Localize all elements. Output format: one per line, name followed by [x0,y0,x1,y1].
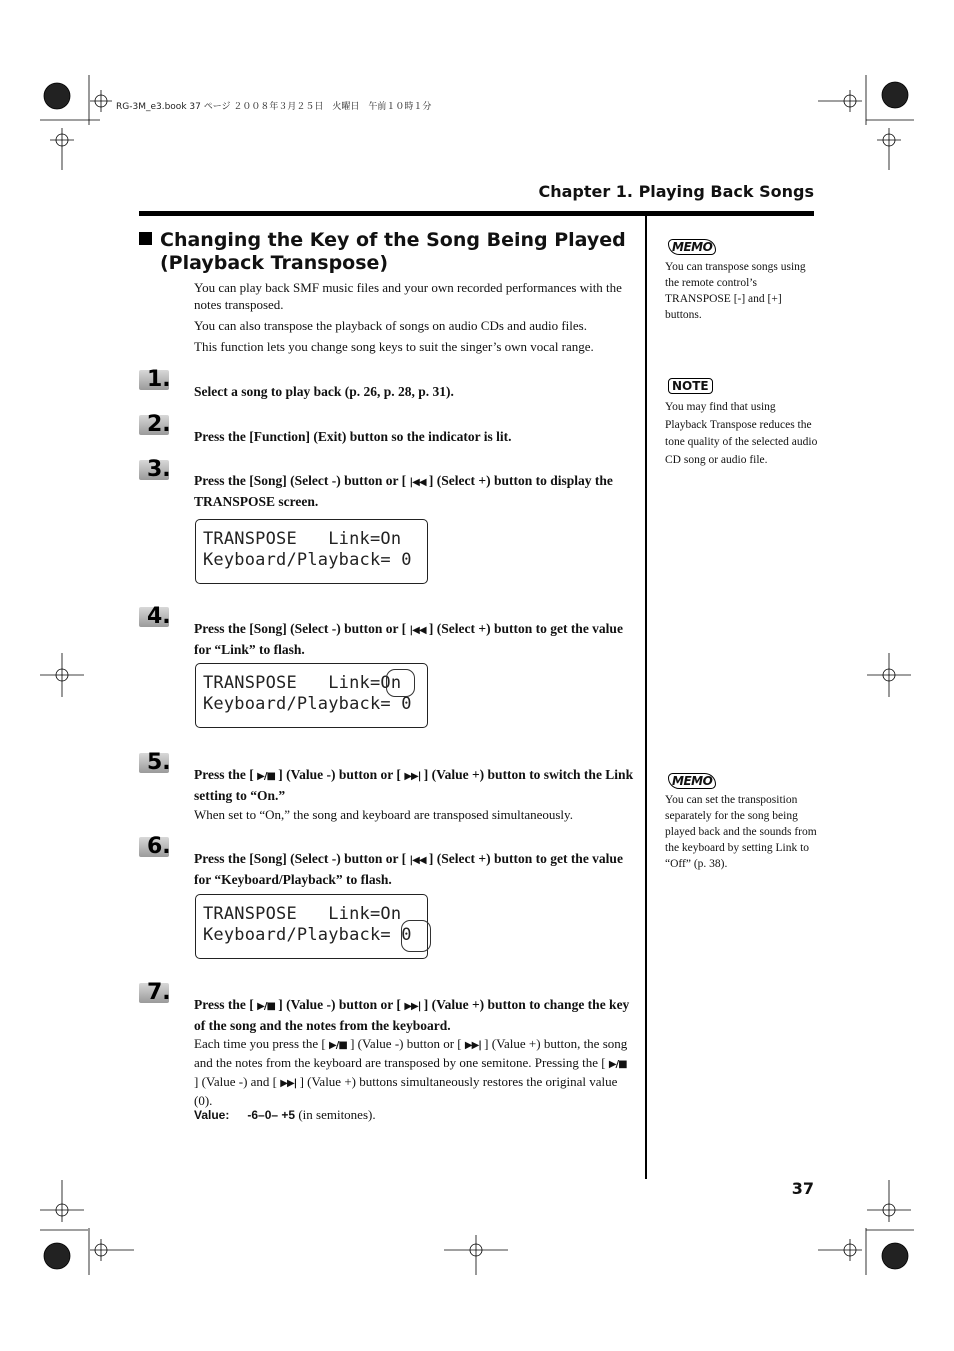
note-1-text: You may find that using Playback Transpose reduces the tone quality of the selected audio CD song or audio file. [665,401,818,466]
step-7-text: Press the [ ▶/■ ] (Value -) button or [ ▶▶| ] (Value +) button to change the key of the song and the notes from the keyboard. [194,997,630,1033]
top-rule [139,211,814,216]
step-7-note: Each time you press the [ ▶/■ ] (Value -) button or [ ▶▶| ] (Value +) button, the song and the notes from the keyboard are transposed by one semitone. Pressing the [ ▶/■ ] (Value -) and [ ▶▶| ] (Value +) buttons simultaneously restores the original value (0). [194,1036,628,1108]
lcd-line-1: TRANSPOSE Link=On [203,529,402,549]
step-number-1: 1. [139,370,171,396]
print-header-note: RG-3M_e3.book 37 ページ ２００８年３月２５日 火曜日 午前１０時１分 [116,102,432,112]
next-icon: ▶▶| [404,771,421,782]
prev-icon: |◀◀ [409,855,426,866]
next-icon: ▶▶| [404,1001,421,1012]
next-icon: ▶▶| [464,1040,481,1051]
step-number-6: 6. [139,837,171,863]
step-2-text: Press the [Function] (Exit) button so the indicator is lit. [194,429,512,444]
lcd-line-1: TRANSPOSE Link=On [203,904,402,924]
play-stop-icon: ▶/■ [329,1040,347,1051]
lcd-line-2: Keyboard/Playback= 0 [203,925,412,945]
intro-paragraph-2: You can also transpose the playback of songs on audio CDs and audio files. [194,318,587,333]
prev-icon: |◀◀ [409,625,426,636]
step-5-note: When set to “On,” the song and keyboard are transposed simultaneously. [194,807,573,822]
next-icon: ▶▶| [280,1078,297,1089]
play-stop-icon: ▶/■ [257,771,275,782]
section-bullet-icon [139,232,152,245]
memo-icon: MEMO [668,772,716,790]
memo-2-text: You can set the transposition separately for the song being played back and the sounds from the keyboard by setting Link to “Off” (p. 38). [665,794,817,870]
step-number-7: 7. [139,983,171,1009]
lcd-screen-1 [195,519,428,584]
step-5-text: Press the [ ▶/■ ] (Value -) button or [ ▶▶| ] (Value +) button to switch the Link setting to “On.” [194,767,634,803]
lcd-line-2: Keyboard/Playback= 0 [203,694,412,714]
highlight-circle-link [386,669,415,697]
step-number-4: 4. [139,607,171,633]
value-unit: (in semitones). [298,1107,376,1122]
lcd-line-2: Keyboard/Playback= 0 [203,550,412,570]
memo-icon: MEMO [668,238,716,256]
page-number: 37 [791,1179,814,1198]
step-4-text: Press the [Song] (Select -) button or [ |◀◀ ] (Select +) button to get the value for “Link” to flash. [194,621,623,657]
play-stop-icon: ▶/■ [608,1059,627,1070]
step-number-5: 5. [139,753,171,779]
step-number-2: 2. [139,415,171,441]
section-title-line1: Changing the Key of the Song Being Played [160,229,626,251]
step-number-3: 3. [139,460,171,486]
value-label: Value: [194,1108,230,1122]
chapter-heading: Chapter 1. Playing Back Songs [538,182,814,201]
highlight-circle-value [401,920,431,952]
step-1-text: Select a song to play back (p. 26, p. 28, p. 31). [194,384,454,399]
intro-paragraph-1: You can play back SMF music files and your own recorded performances with the notes transposed. [194,280,622,312]
column-divider [645,216,647,1179]
play-stop-icon: ▶/■ [257,1001,275,1012]
memo-1-text: You can transpose songs using the remote control’s TRANSPOSE [-] and [+] buttons. [665,261,806,321]
note-icon: NOTE [668,377,713,395]
value-range [194,1107,376,1123]
intro-paragraph-3: This function lets you change song keys to suit the singer’s own vocal range. [194,339,594,354]
lcd-screen-2 [195,663,428,728]
section-title-line2: (Playback Transpose) [160,252,389,274]
step-6-text: Press the [Song] (Select -) button or [ |◀◀ ] (Select +) button to get the value for “Keyboard/Playback” to flash. [194,851,623,887]
lcd-line-1: TRANSPOSE Link=On [203,673,402,693]
step-3-text: Press the [Song] (Select -) button or [ |◀◀ ] (Select +) button to display the TRANSPOSE screen. [194,473,613,509]
prev-icon: |◀◀ [409,477,426,488]
section-title [139,229,626,275]
value-range-numbers: -6–0– +5 [247,1108,296,1122]
lcd-screen-3 [195,894,428,959]
